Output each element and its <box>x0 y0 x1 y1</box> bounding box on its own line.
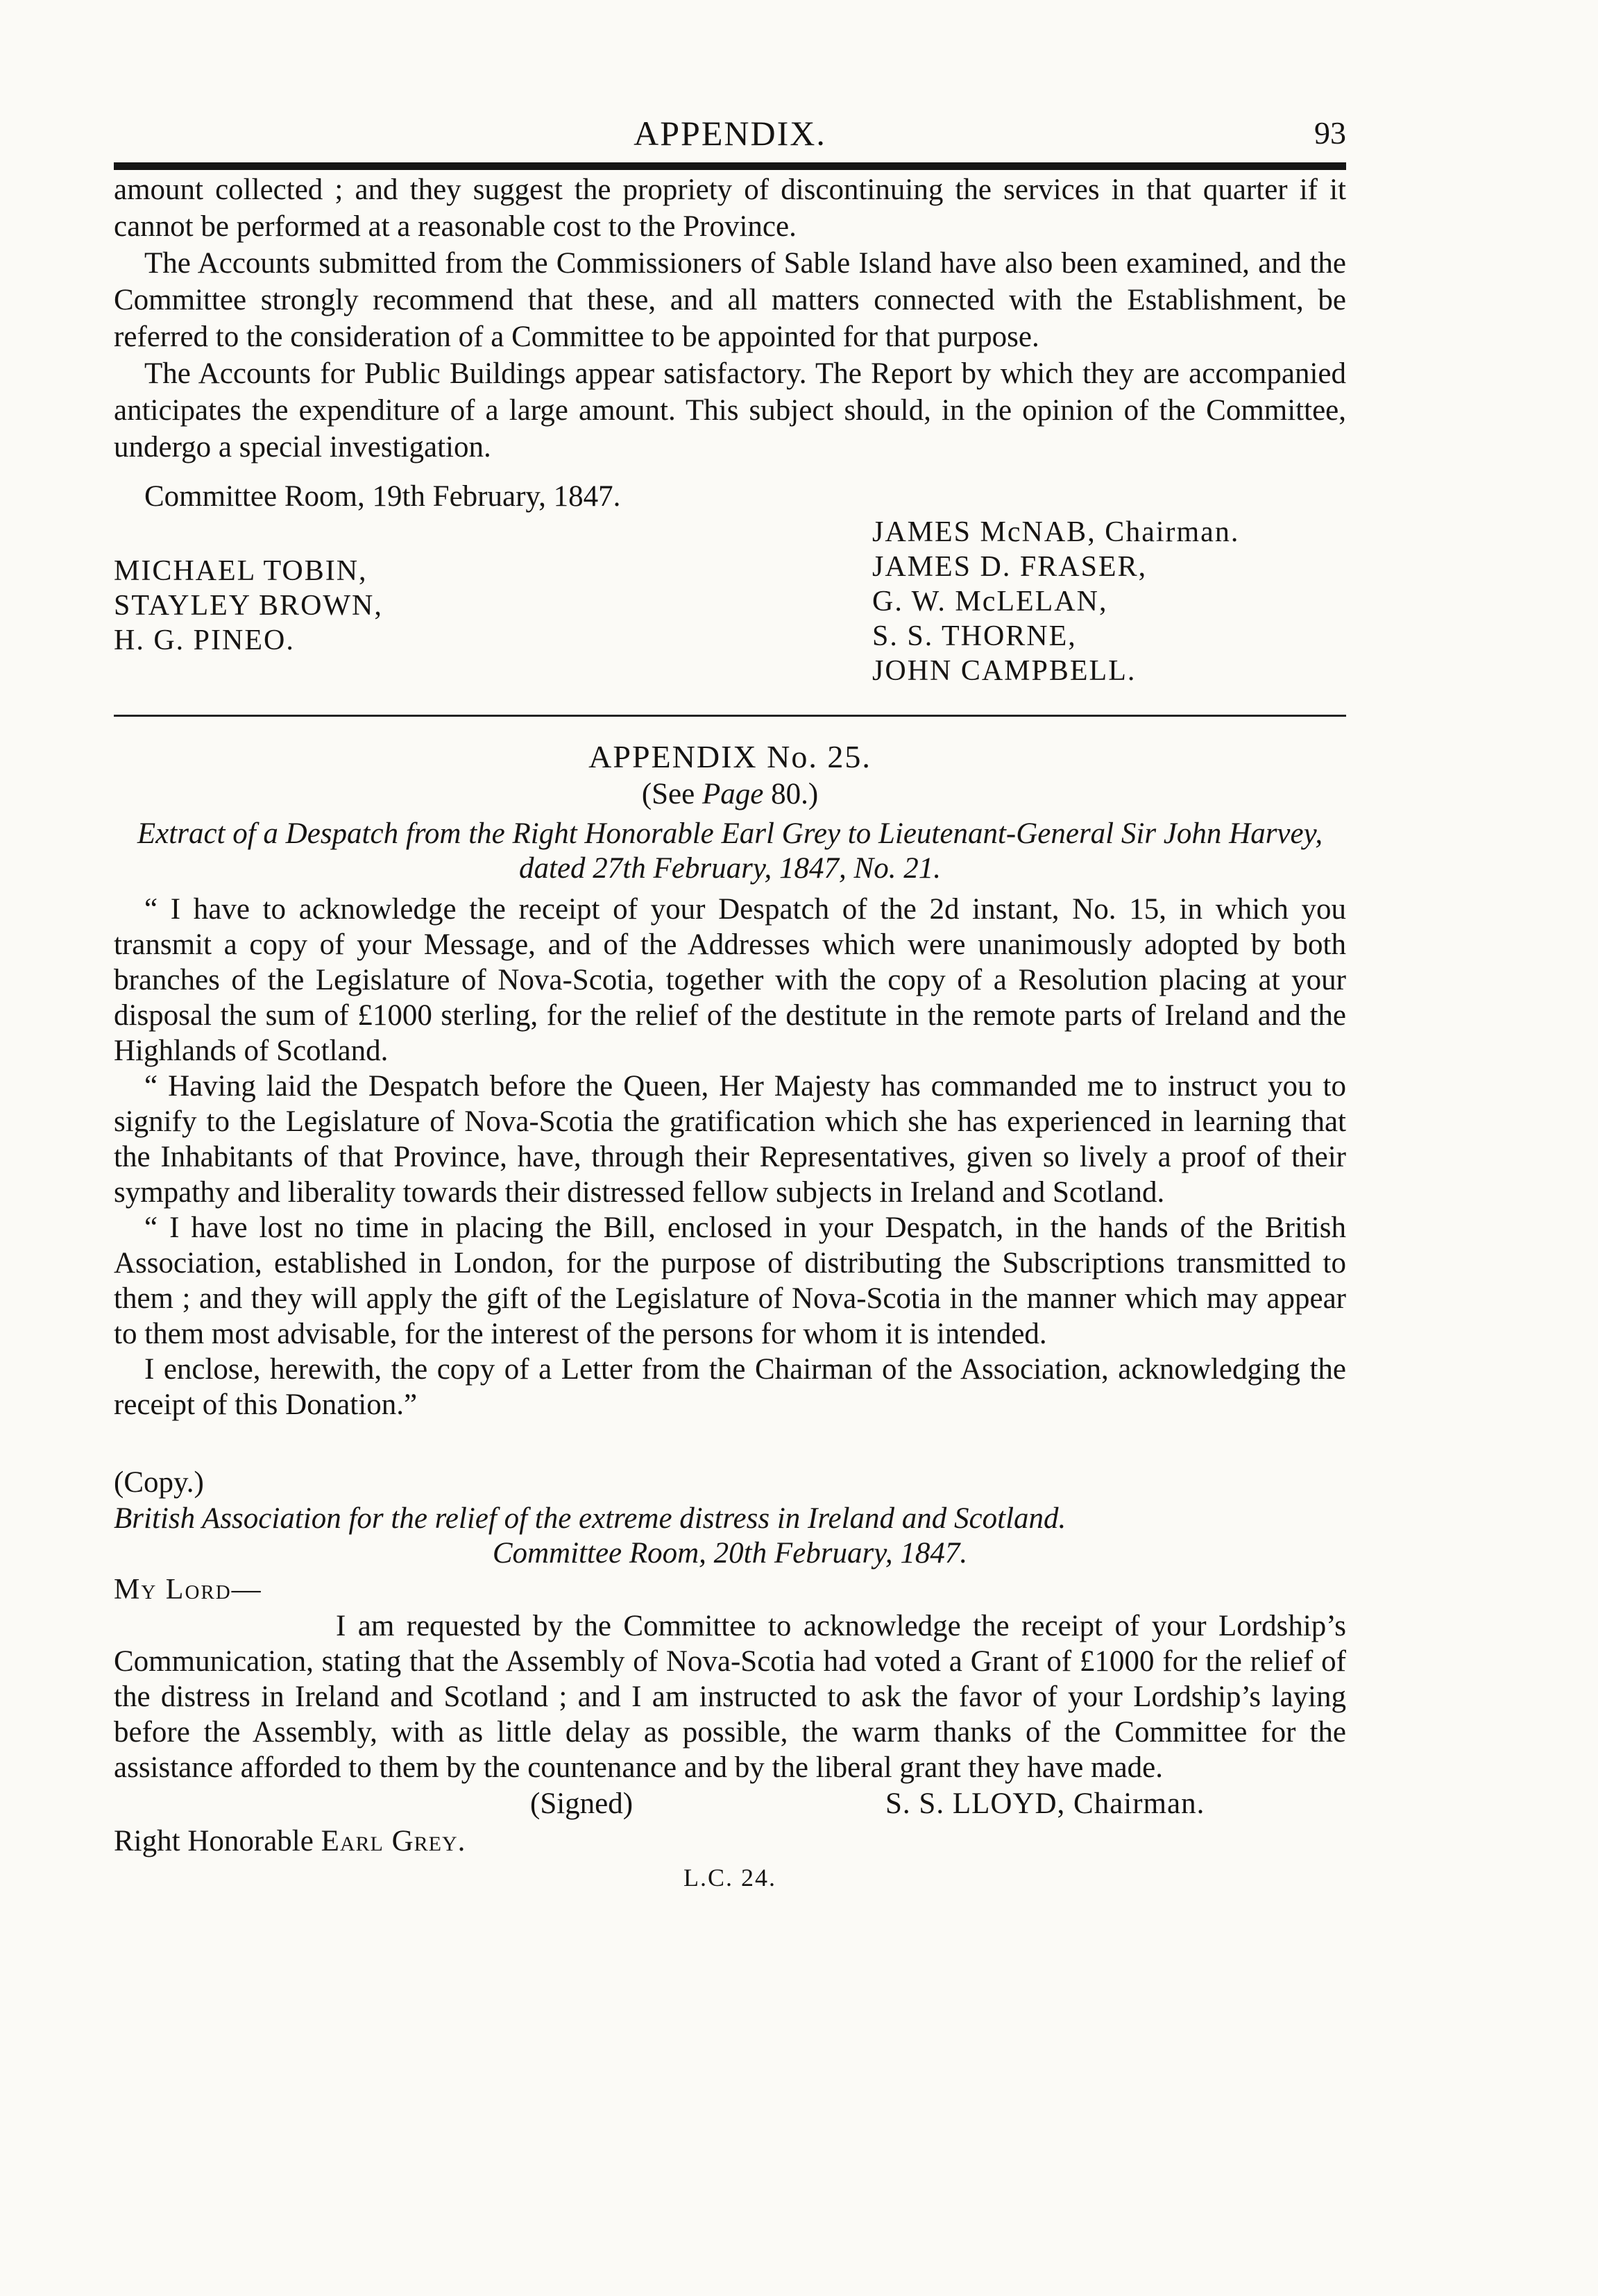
committee-report <box>114 171 1346 697</box>
despatch-paragraph-3: “ I have lost no time in placing the Bill, enclosed in your Despatch, in the hands of the British Association, established in London, for the purpose of distributing the Subscriptions transmitted to them ; and they will apply the gift of the Legislature of Nova-Scotia in the manner which may appear to them most advisable, for the interest of the persons for whom it is intended. <box>114 1211 1346 1350</box>
signatory-chairman: JAMES McNAB, Chairman. <box>872 516 1240 548</box>
report-paragraph-2: The Accounts submitted from the Commissioners of Sable Island have also been examined, and the Committee strongly recommend that these, and all matters connected with the Establishment, be referred to the consideration of a Committee to be appointed for that purpose. <box>114 247 1346 353</box>
report-dateline: Committee Room, 19th February, 1847. <box>144 480 621 513</box>
report-paragraph-1: amount collected ; and they suggest the propriety of discontinuing the services in that quarter if it cannot be performed at a reasonable cost to the Province. <box>114 173 1346 243</box>
extract-title: Extract of a Despatch from the Right Honorable Earl Grey to Lieutenant-General Sir John Harvey, dated 27th February, 1847, No. 21. <box>137 817 1323 885</box>
signatory: G. W. McLELAN, <box>872 586 1108 618</box>
see-page-reference <box>114 776 1346 813</box>
signatory: JAMES D. FRASER, <box>872 551 1148 583</box>
see-page-word: Page <box>702 778 764 810</box>
association-title: British Association for the relief of the extreme distress in Ireland and Scotland. <box>114 1502 1066 1535</box>
despatch-paragraph-2: “ Having laid the Despatch before the Queen, Her Majesty has commanded me to instruct you to signify to the Legislature of Nova-Scotia the gratification which she has experienced in learning that the Inhabitants of that Province, have, through their Representatives, given so lively a proof of their sympathy and liberality towards their distressed fellow subjects in Ireland and Scotland. <box>114 1070 1346 1209</box>
addressee <box>114 1823 1346 1860</box>
see-page-open: (See <box>641 778 702 810</box>
page-number: 93 <box>1314 115 1346 151</box>
signature-block <box>114 515 1346 697</box>
despatch-paragraph-4: I enclose, herewith, the copy of a Letter from the Chairman of the Association, acknowledging the receipt of this Donation.” <box>114 1353 1346 1421</box>
running-title: APPENDIX. <box>634 114 826 153</box>
signed-label: (Signed) <box>530 1787 634 1820</box>
signatory: MICHAEL TOBIN, <box>114 555 368 587</box>
despatch-paragraph-1: “ I have to acknowledge the receipt of your Despatch of the 2d instant, No. 15, in which you transmit a copy of your Message, and of the Addresses which were unanimously adopted by both branches of the Legislature of Nova-Scotia, together with the copy of a Resolution placing at your disposal the sum of £1000 sterling, for the relief of the destitute in the remote parts of Ireland and the Highlands of Scotland. <box>114 893 1346 1067</box>
signatory: STAYLEY BROWN, <box>114 590 383 622</box>
section-divider <box>114 715 1346 717</box>
addressee-prefix: Right Honorable <box>114 1825 321 1857</box>
report-paragraph-3: The Accounts for Public Buildings appear satisfactory. The Report by which they are accompanied anticipates the expenditure of a large amount. This subject should, in the opinion of the Committee, undergo a special investigation. <box>114 357 1346 464</box>
letter-date: Committee Room, 20th February, 1847. <box>492 1537 968 1570</box>
signatories-right <box>872 515 1239 688</box>
signatories-left <box>114 554 383 658</box>
header-rule <box>114 162 1346 170</box>
document-page <box>114 111 1346 1895</box>
signatory: JOHN CAMPBELL. <box>872 655 1137 687</box>
signatory: H. G. PINEO. <box>114 624 295 656</box>
letter-body: I am requested by the Committee to acknowledge the receipt of your Lordship’s Communication, stating that the Assembly of Nova-Scotia had voted a Grant of £1000 for the relief of the distress in Ireland and Scotland ; and I am instructed to ask the favor of your Lordship’s laying before the Assembly, with as little delay as possible, the warm thanks of the Committee for the assistance afforded to them by the countenance and by the liberal grant they have made. <box>114 1610 1346 1784</box>
see-page-close: 80.) <box>763 778 819 810</box>
signer-name: S. S. LLOYD, Chairman. <box>885 1787 1205 1820</box>
salutation: My Lord— <box>114 1574 262 1606</box>
addressee-name: Earl Grey. <box>321 1825 466 1857</box>
copy-label: (Copy.) <box>114 1466 204 1499</box>
copy-letter <box>114 1464 1346 1895</box>
appendix-25 <box>114 738 1346 1422</box>
signature-mark: L.C. 24. <box>683 1864 776 1891</box>
appendix-heading: APPENDIX No. 25. <box>588 739 872 774</box>
signatory: S. S. THORNE, <box>872 620 1077 652</box>
signature-line <box>114 1785 1346 1823</box>
page-header <box>114 111 1346 155</box>
